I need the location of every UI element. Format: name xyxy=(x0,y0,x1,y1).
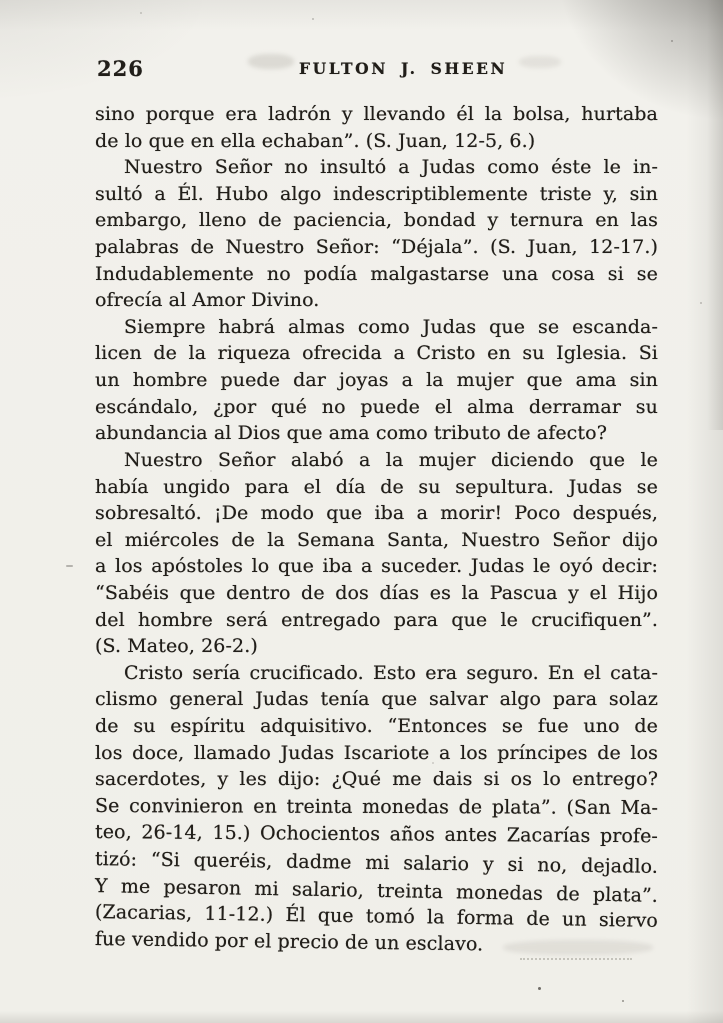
paragraph xyxy=(95,154,658,314)
text-line: a los apóstoles lo que iba a suceder. Judas le oyó decir: xyxy=(95,555,658,578)
text-line: (S. Mateo, 26-2.) xyxy=(95,635,258,658)
scan-ghost-marks xyxy=(520,958,632,960)
text-line: Se convinieron en treinta monedas de plata”. (San Ma- xyxy=(94,794,659,819)
text-line: embargo, lleno de paciencia, bondad y ternura en las xyxy=(95,209,658,232)
text-line: Nuestro Señor alabó a la mujer diciendo que le xyxy=(124,448,658,471)
scan-smudge xyxy=(248,54,294,69)
text-line: sultó a Él. Hubo algo indescriptiblemente triste y, sin xyxy=(95,182,658,205)
scan-speck xyxy=(210,470,212,472)
text-line: licen de la riqueza ofrecida a Cristo en su Iglesia. Si xyxy=(95,342,658,365)
text-line: sino porque era ladrón y llevando él la bolsa, hurtaba xyxy=(95,103,658,125)
text-line: escándalo, ¿por qué no puede el alma derramar su xyxy=(95,395,658,418)
text-line: abundancia al Dios que ama como tributo de afecto? xyxy=(95,422,607,445)
text-line: tizó: “Si queréis, dadme mi salario y si no, dejadlo. xyxy=(94,848,659,878)
scan-speck xyxy=(538,987,541,990)
body-text xyxy=(94,101,659,956)
scan-speck xyxy=(622,1000,624,1002)
text-line: los doce, llamado Judas Iscariote a los príncipes de los xyxy=(95,741,658,764)
text-line: “Sabéis que dentro de dos días es la Pascua y el Hijo xyxy=(95,581,658,604)
scan-edge-shade xyxy=(707,0,723,430)
text-line: el miércoles de la Semana Santa, Nuestro Señor dijo xyxy=(95,528,658,551)
text-line: fue vendido por el precio de un esclavo. xyxy=(94,927,484,956)
running-header: FULTON J. SHEEN xyxy=(299,59,508,78)
text-line: había ungido para el día de su sepultura. Judas se xyxy=(95,475,658,498)
text-line: Nuestro Señor no insultó a Judas como éste le in- xyxy=(124,156,658,179)
paragraph xyxy=(95,101,658,154)
text-line: de su espíritu adquisitivo. “Entonces se fue uno de xyxy=(95,715,658,738)
text-line: un hombre puede dar joyas a la mujer que ama sin xyxy=(95,369,658,392)
paragraph xyxy=(95,314,658,447)
scan-speck xyxy=(700,302,702,304)
text-line: Siempre habrá almas como Judas que se escanda- xyxy=(124,315,658,338)
text-line: Indudablemente no podía malgastarse una cosa si se xyxy=(95,262,658,285)
text-line: palabras de Nuestro Señor: “Déjala”. (S. Juan, 12-17.) xyxy=(95,236,658,259)
scan-speck xyxy=(671,40,673,42)
scan-smudge xyxy=(519,56,561,68)
text-line: teo, 26-14, 15.) Ochocientos años antes Zacarías profe- xyxy=(94,821,659,848)
scan-smudge xyxy=(503,940,653,955)
paragraph xyxy=(95,447,658,660)
text-line: Cristo sería crucificado. Esto era seguro. En el cata- xyxy=(124,661,658,684)
text-line: del hombre será entregado para que le crucifiquen”. xyxy=(95,608,658,631)
page-number: 226 xyxy=(97,56,144,81)
page-header xyxy=(0,56,723,82)
text-line: Y me pesaron mi salario, treinta monedas de plata”. xyxy=(94,874,659,907)
scan-speck xyxy=(312,18,314,20)
text-line: sacerdotes, y les dijo: ¿Qué me dais si os lo entrego? xyxy=(95,768,658,791)
text-line: clismo general Judas tenía que salvar algo para solaz xyxy=(95,688,658,711)
paragraph xyxy=(94,660,659,956)
text-line: (Zacarias, 11-12.) Él que tomó la forma de un siervo xyxy=(94,901,659,933)
text-line: de lo que en ella echaban”. (S. Juan, 12-5, 6.) xyxy=(95,129,536,152)
text-line: ofrecía al Amor Divino. xyxy=(95,289,320,312)
scan-speck xyxy=(432,762,434,764)
text-line: sobresaltó. ¡De modo que iba a morir! Poco después, xyxy=(95,502,658,525)
scan-speck xyxy=(66,565,73,567)
scan-speck xyxy=(140,12,142,14)
